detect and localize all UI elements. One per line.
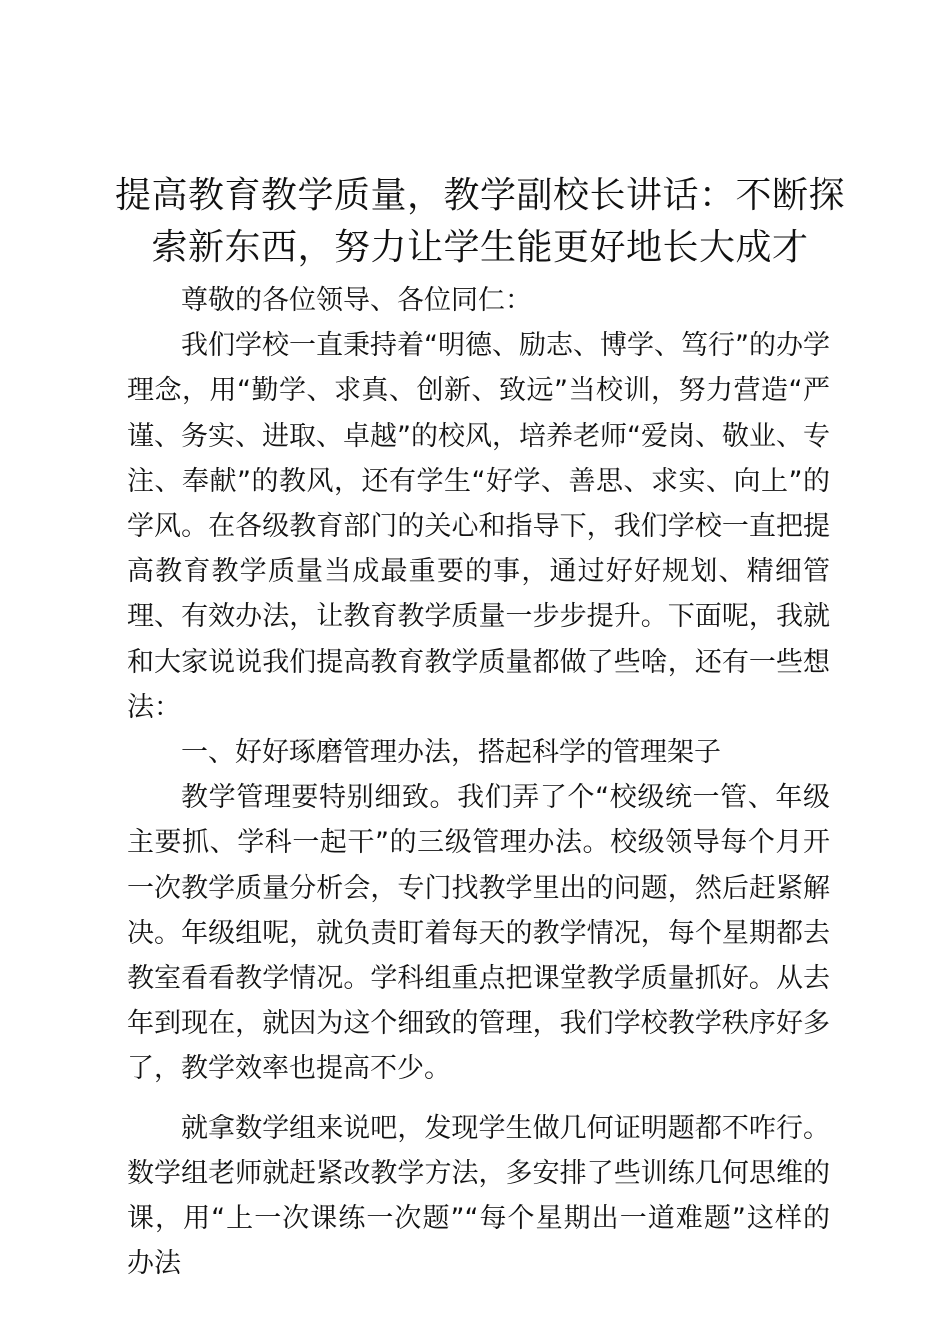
greeting: 尊敬的各位领导、各位同仁： (181, 285, 532, 316)
document-body (127, 278, 830, 1286)
paragraph-management: 教学管理要特别细致。我们弄了个“校级统一管、年级主要抓、学科一起干”的三级管理办法。校级领导每个月开一次教学质量分析会，专门找教学里出的问题，然后赶紧解决。年级组呢，就负责盯着每天的教学情况，每个星期都去教室看看教学情况。学科组重点把课堂教学质量抓好。从去年到现在，就因为这个细致的管理，我们学校教学秩序好多了，教学效率也提高不少。 (127, 782, 830, 1085)
document-title: 提高教育教学质量，教学副校长讲话：不断探索新东西，努力让学生能更好地长大成才 (114, 175, 845, 268)
section-heading: 一、好好琢磨管理办法，搭起科学的管理架子 (181, 737, 721, 769)
paragraph-intro: 我们学校一直秉持着“明德、励志、博学、笃行”的办学理念，用“勤学、求真、创新、致远”当校训，努力营造“严谨、务实、进取、卓越”的校风，培养老师“爱岗、敬业、专注、奉献”的教风，还有学生“好学、善思、求实、向上”的学风。在各级教育部门的关心和指导下，我们学校一直把提高教育教学质量当成最重要的事，通过好好规划、精细管理、有效办法，让教育教学质量一步步提升。下面呢，我就和大家说说我们提高教育教学质量都做了些啥，还有一些想法： (127, 330, 830, 723)
paragraph-math-group: 就拿数学组来说吧，发现学生做几何证明题都不咋行。数学组老师就赶紧改教学方法，多安排了些训练几何思维的课，用“上一次课练一次题”“每个星期出一道难题”这样的办法 (127, 1112, 830, 1280)
